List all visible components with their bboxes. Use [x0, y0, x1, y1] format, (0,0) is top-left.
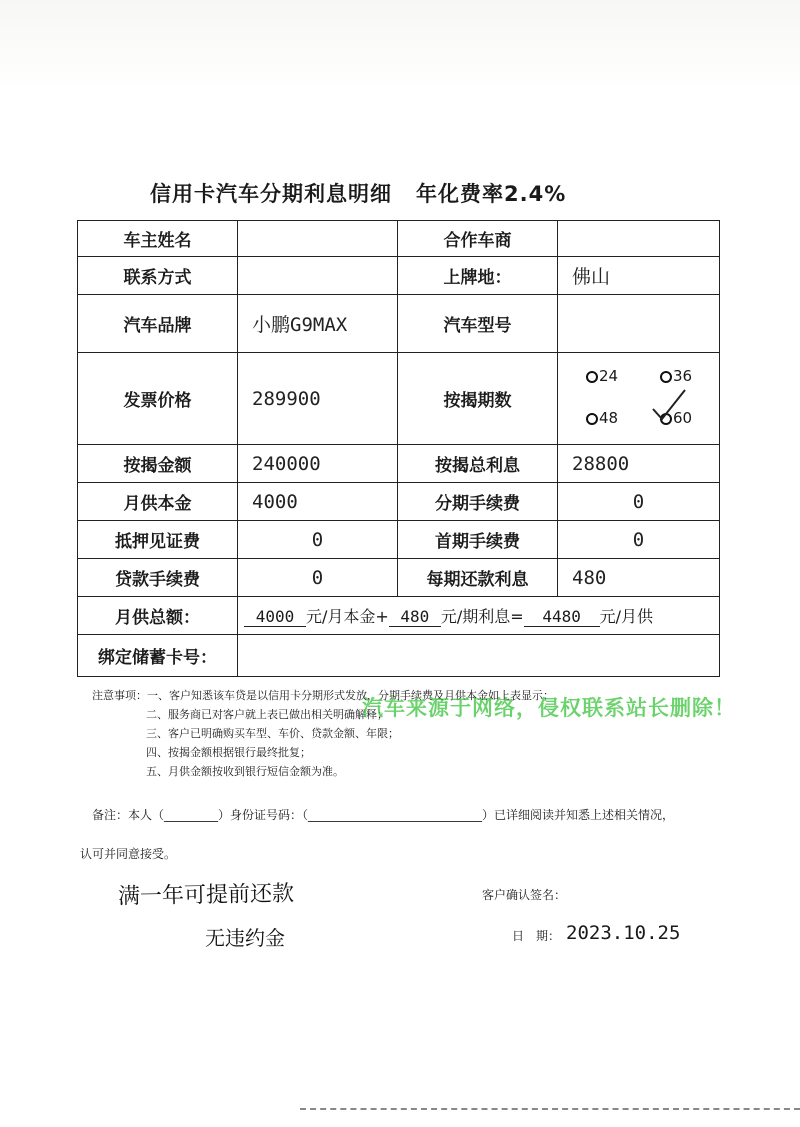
monthly-total-principal: 4000: [244, 607, 306, 627]
install-fee-value: 0: [558, 483, 720, 521]
model-label: 汽车型号: [398, 295, 558, 353]
dealer-label: 合作车商: [398, 221, 558, 257]
monthly-principal-value: 4000: [238, 483, 398, 521]
periods-label: 按揭期数: [398, 353, 558, 445]
dealer-value: [558, 221, 720, 257]
monthly-total-interest: 480: [389, 607, 441, 627]
total-interest-value: 28800: [558, 445, 720, 483]
date-label: 日 期：: [512, 929, 561, 943]
monthly-total-interest-unit: 元/期利息=: [440, 607, 524, 626]
remark-line-2: 认可并同意接受。: [80, 847, 177, 861]
table-row: [78, 521, 720, 559]
watermark-text: 汽车来源于网络，侵权联系站长删除！: [362, 696, 736, 720]
monthly-total-total-unit: 元/月供: [599, 607, 654, 626]
radio-circle-icon: [586, 413, 598, 425]
paper-edge-divider: [300, 1108, 800, 1110]
period-option-24[interactable]: 24: [586, 367, 618, 385]
monthly-total-label: 月供总额：: [78, 597, 238, 635]
contact-label: 联系方式: [78, 257, 238, 295]
install-fee-label: 分期手续费: [398, 483, 558, 521]
page-title: [150, 178, 566, 208]
radio-circle-icon: [586, 371, 598, 383]
monthly-total-total: 4480: [524, 607, 600, 627]
card-label: 绑定储蓄卡号：: [78, 635, 238, 677]
brand-value: 小鹏G9MAX: [238, 295, 398, 353]
periods-options: [558, 353, 720, 445]
table-row: [78, 597, 720, 635]
mortgage-fee-value: 0: [238, 521, 398, 559]
mortgage-fee-label: 抵押见证费: [78, 521, 238, 559]
note-item: 五、月供金额按收到银行短信金额为准。: [146, 765, 344, 778]
loan-fee-value: 0: [238, 559, 398, 597]
table-row: [78, 445, 720, 483]
radio-circle-icon: [660, 371, 672, 383]
table-row: [78, 635, 720, 677]
contact-value: [238, 257, 398, 295]
period-interest-label: 每期还款利息: [398, 559, 558, 597]
plate-place-value: 佛山: [558, 257, 720, 295]
table-row: [78, 295, 720, 353]
note-item: 三、客户已明确购买车型、车价、贷款金额、年限；: [146, 727, 399, 740]
card-value: [238, 635, 720, 677]
loan-fee-label: 贷款手续费: [78, 559, 238, 597]
owner-name-value: [238, 221, 398, 257]
model-value: [558, 295, 720, 353]
title-main: 信用卡汽车分期利息明细: [150, 182, 392, 206]
period-option-48[interactable]: 48: [586, 409, 618, 427]
monthly-principal-label: 月供本金: [78, 483, 238, 521]
first-fee-label: 首期手续费: [398, 521, 558, 559]
table-row: [78, 483, 720, 521]
first-fee-value: 0: [558, 521, 720, 559]
monthly-total-formula: [238, 597, 720, 635]
loan-detail-table: [77, 220, 720, 677]
brand-label: 汽车品牌: [78, 295, 238, 353]
handwritten-note-no-penalty: 无违约金: [205, 926, 285, 950]
date-value: 2023.10.25: [566, 922, 681, 944]
note-item: 一、客户知悉该车贷是以信用卡分期形式发放，分期手续费及月供本金如上表显示；: [147, 689, 554, 702]
table-row: [78, 353, 720, 445]
loan-amount-label: 按揭金额: [78, 445, 238, 483]
title-rate: 年化费率2.4%: [416, 182, 567, 206]
table-row: [78, 559, 720, 597]
invoice-value: 289900: [238, 353, 398, 445]
monthly-total-principal-unit: 元/月本金+: [306, 607, 389, 626]
loan-amount-value: 240000: [238, 445, 398, 483]
period-option-36[interactable]: 36: [660, 367, 692, 385]
plate-place-label: 上牌地：: [398, 257, 558, 295]
remark-line-1: 备注：本人（_________）身份证号码：（_____________________________）已详细阅读并知悉上述相关情况，: [92, 808, 675, 822]
checkmark-icon: [650, 387, 688, 425]
notes-heading: 注意事项：: [92, 689, 147, 702]
period-interest-value: 480: [558, 559, 720, 597]
owner-name-label: 车主姓名: [78, 221, 238, 257]
table-row: [78, 257, 720, 295]
invoice-label: 发票价格: [78, 353, 238, 445]
handwritten-note-prepay: 满一年可提前还款: [117, 881, 295, 910]
total-interest-label: 按揭总利息: [398, 445, 558, 483]
signature-label: 客户确认签名：: [482, 888, 567, 902]
period-option-60[interactable]: 60: [660, 409, 692, 427]
note-item: 四、按揭金额根据银行最终批复；: [146, 746, 311, 759]
note-item: 二、服务商已对客户就上表已做出相关明确解释；: [146, 708, 388, 721]
table-row: [78, 221, 720, 257]
